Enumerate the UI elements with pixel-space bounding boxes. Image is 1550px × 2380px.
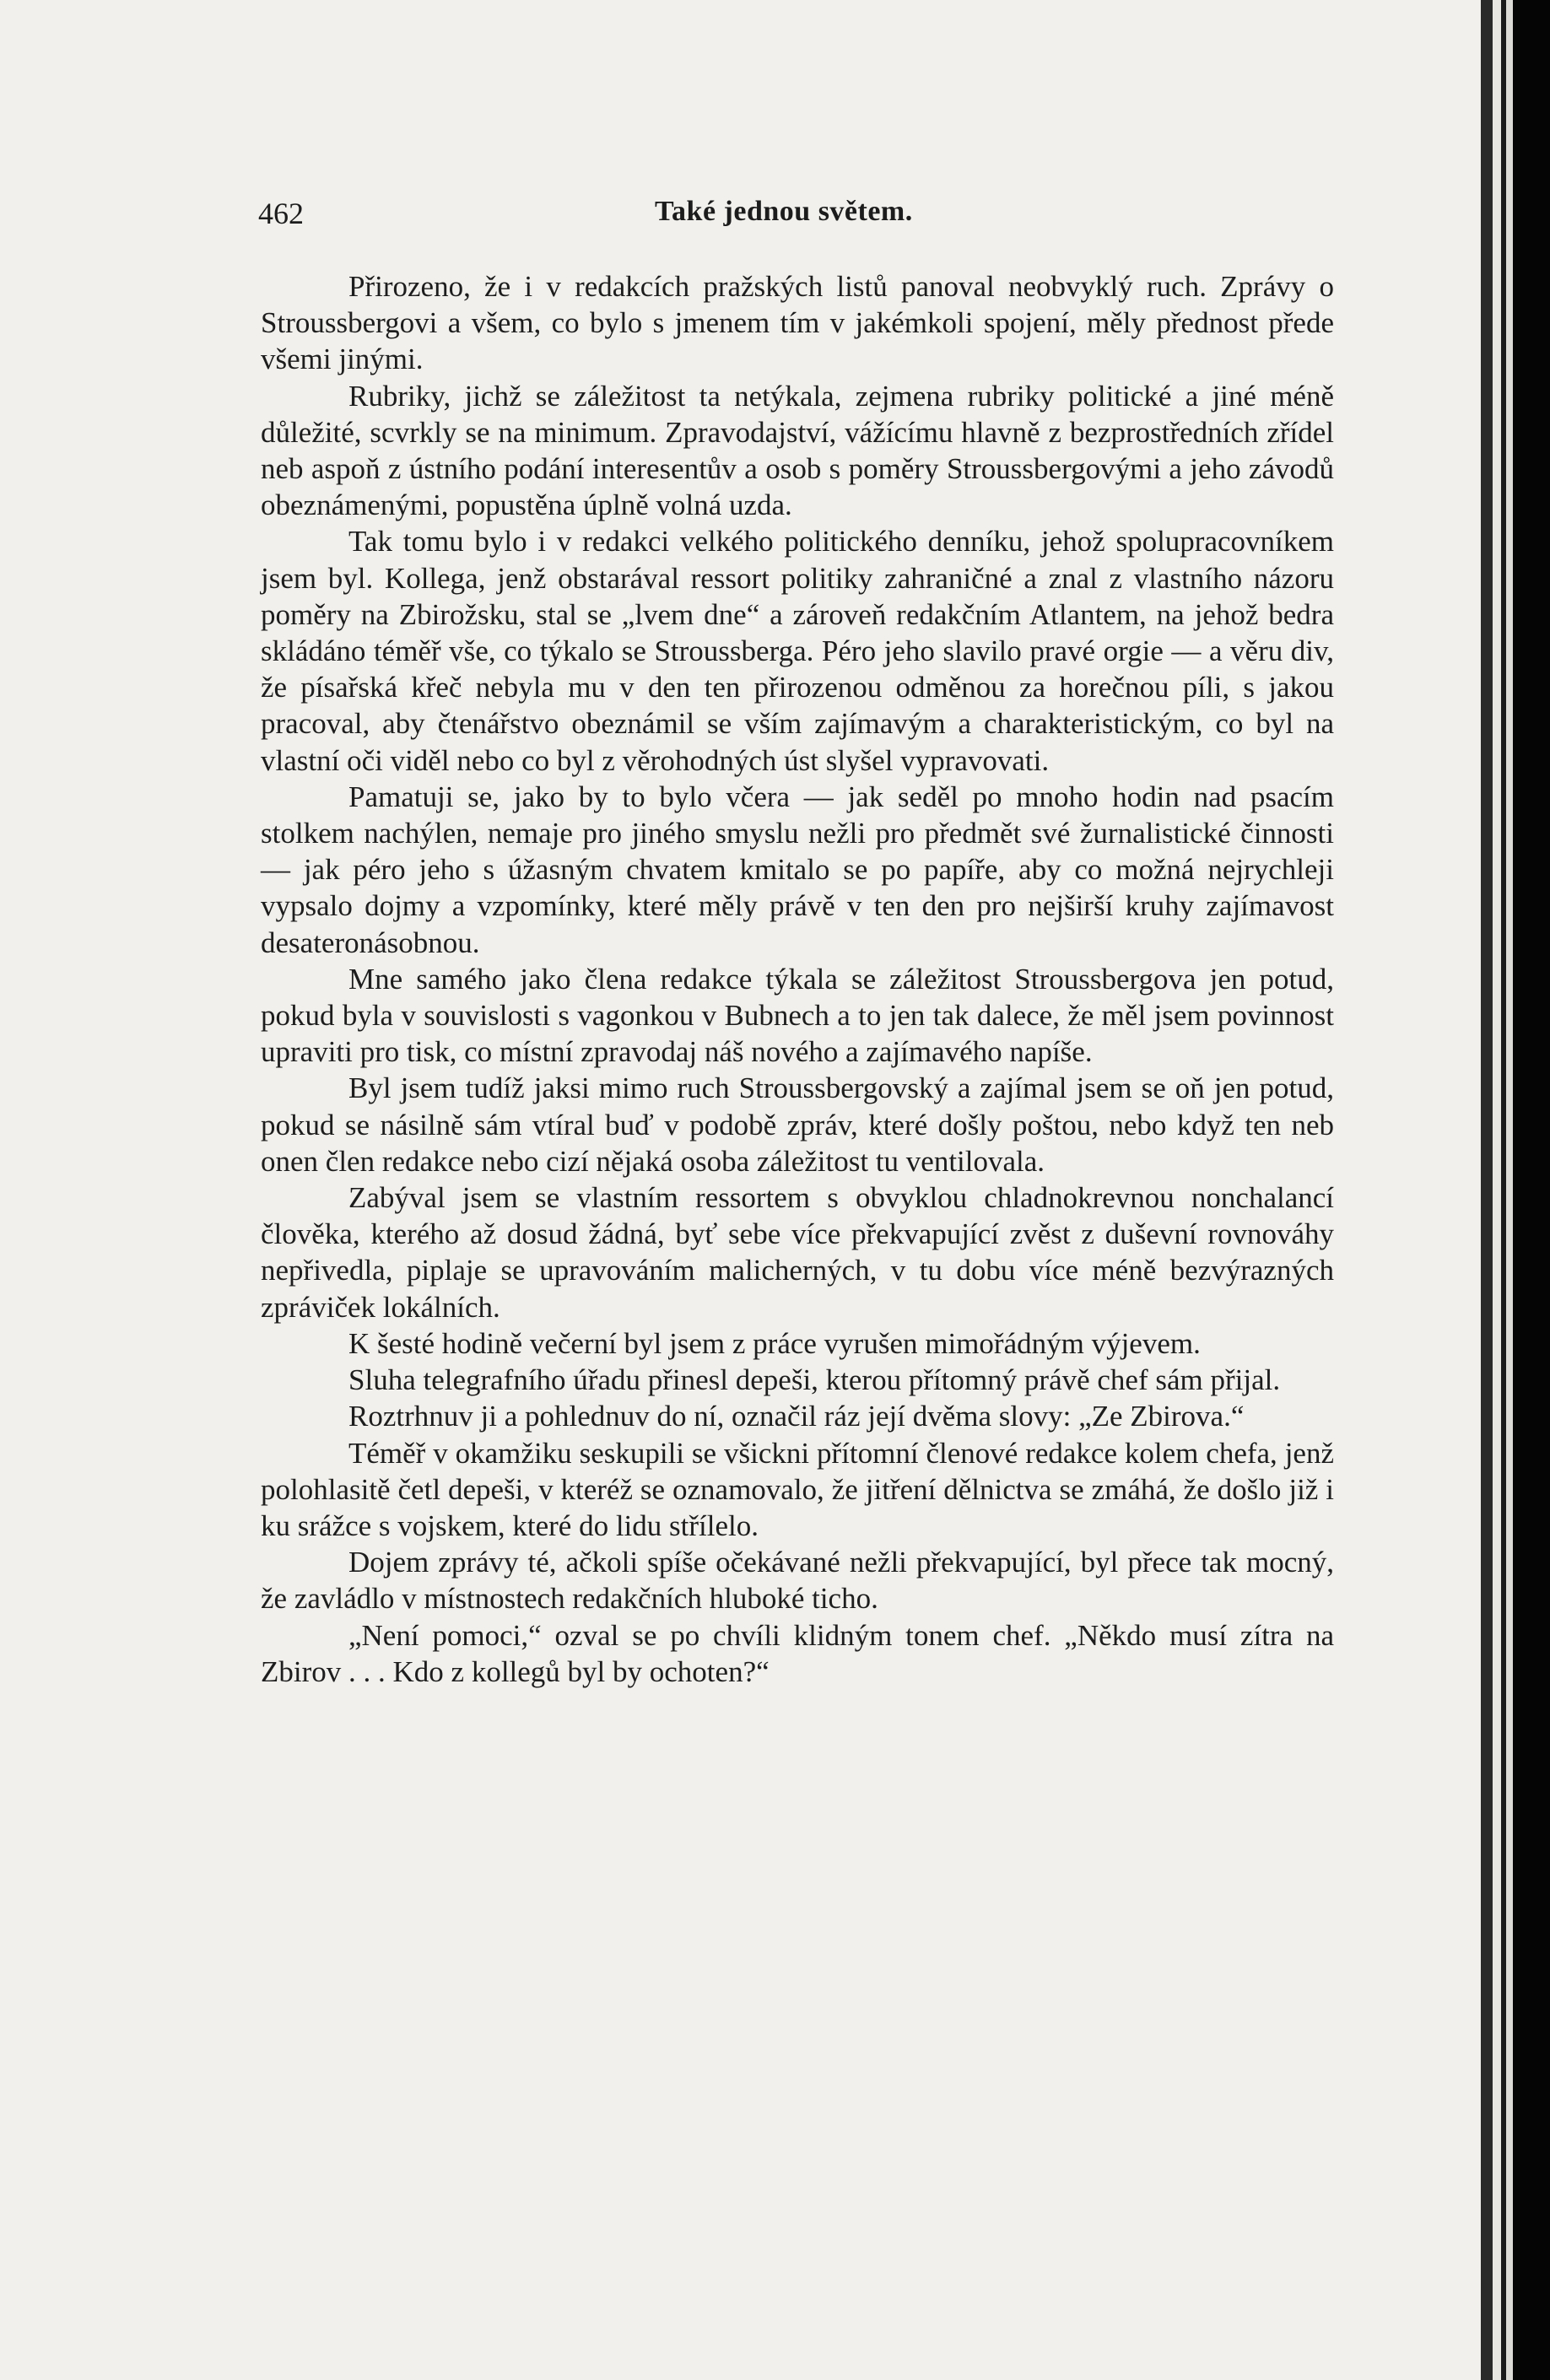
body-text [261, 268, 1334, 1690]
scan-border [1513, 0, 1550, 2380]
paragraph: Mne samého jako člena redakce týkala se záležitost Stroussbergova jen potud, pokud byla v souvislosti s vagonkou v Bubnech a to jen tak dalece, že měl jsem povinnost upraviti pro tisk, co místní zpravodaj náš nového a zajímavého napíše. [261, 962, 1334, 1069]
paragraph: Zabýval jsem se vlastním ressortem s obvyklou chladnokrevnou nonchalancí člověka, kterého až dosud žádná, byť sebe více překvapující zvěst z duševní rovnováhy nepřivedla, piplaje se upravováním malicherných, v tu dobu více méně bezvýrazných zpráviček lokálních. [261, 1181, 1334, 1324]
paragraph: Pamatuji se, jako by to bylo včera — jak seděl po mnoho hodin nad psacím stolkem nachýlen, nemaje pro jiného smyslu nežli pro předmět své žurnalistické činnosti — jak péro jeho s úžasným chvatem kmitalo se po papíře, aby co možná nejrychleji vypsalo dojmy a vzpomínky, které měly právě v ten den pro nejširší kruhy zajímavost desateronásobnou. [261, 780, 1334, 959]
running-title: Také jednou světem. [655, 196, 913, 227]
binding-edge [1506, 0, 1513, 2380]
paragraph: Téměř v okamžiku seskupili se všickni přítomní členové redakce kolem chefa, jenž polohlasitě četl depeši, v kteréž se oznamovalo, že jitření dělnictva se zmáhá, že došlo již i ku srážce s vojskem, které do lidu střílelo. [261, 1436, 1334, 1542]
paragraph: Rubriky, jichž se záležitost ta netýkala, zejmena rubriky politické a jiné méně důležité, scvrkly se na minimum. Zpravodajství, vážícímu hlavně z bezprostředních zřídel neb aspoň z ústního podání interesentův a osob s poměry Stroussbergovými a jeho závodů obeznámenými, popustěna úplně volná uzda. [261, 379, 1334, 522]
paragraph: K šesté hodině večerní byl jsem z práce vyrušen mimořádným výjevem. [348, 1326, 1201, 1360]
binding-edge [1493, 0, 1501, 2380]
page-header [258, 196, 1335, 238]
paragraph: Roztrhnuv ji a pohlednuv do ní, označil ráz její dvěma slovy: „Ze Zbirova.“ [348, 1400, 1245, 1433]
paragraph: Tak tomu bylo i v redakci velkého politického denníku, jehož spolupracovníkem jsem byl. Kollega, jenž obstarával ressort politiky zahraničné a znal z vlastního názoru poměry na Zbirožsku, stal se „lvem dne“ a zároveň redakčním Atlantem, na jehož bedra skládáno téměř vše, co týkalo se Stroussberga. Péro jeho slavilo pravé orgie — a věru div, že písařská křeč nebyla mu v den ten přirozenou odměnou za horečnou píli, s jakou pracoval, aby čtenářstvo obeznámil se vším zajímavým a charakteristickým, co byl na vlastní oči viděl nebo co byl z věrohodných úst slyšel vypravovati. [261, 525, 1334, 777]
binding-shadow [1481, 0, 1493, 2380]
paragraph: Přirozeno, že i v redakcích pražských listů panoval neobvyklý ruch. Zprávy o Stroussbergovi a všem, co bylo s jmenem tím v jakémkoli spojení, měly přednost přede všemi jinými. [261, 270, 1334, 376]
paragraph: Dojem zprávy té, ačkoli spíše očekávané nežli překvapující, byl přece tak mocný, že zavládlo v místnostech redakčních hluboké ticho. [261, 1546, 1334, 1616]
paragraph: Byl jsem tudíž jaksi mimo ruch Stroussbergovský a zajímal jsem se oň jen potud, pokud se násilně sám vtíral buď v podobě zpráv, které došly poštou, nebo když ten neb onen člen redakce nebo cizí nějaká osoba záležitost tu ventilovala. [261, 1071, 1334, 1178]
paragraph: Sluha telegrafního úřadu přinesl depeši, kterou přítomný právě chef sám přijal. [348, 1363, 1281, 1397]
paragraph: „Není pomoci,“ ozval se po chvíli klidným tonem chef. „Někdo musí zítra na Zbirov . . . Kdo z kollegů byl by ochoten?“ [261, 1618, 1334, 1688]
page-number: 462 [258, 197, 304, 230]
